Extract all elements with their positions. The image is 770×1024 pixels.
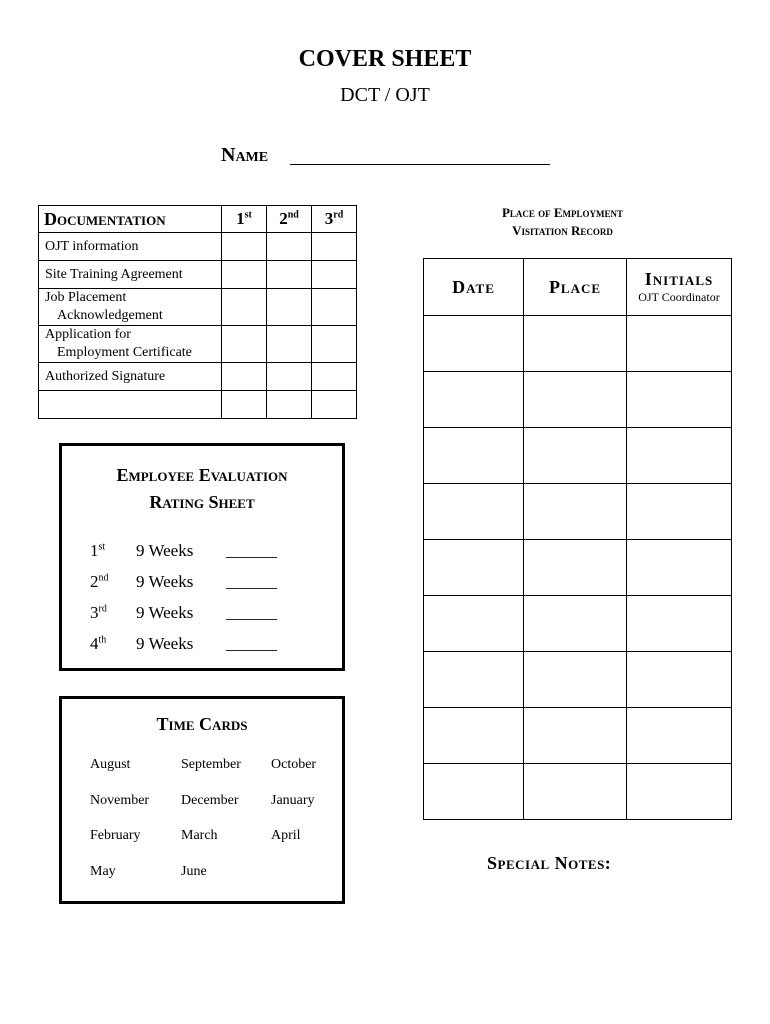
table-row [424, 652, 732, 708]
evaluation-row: 3rd 9 Weeks ______ [90, 603, 277, 622]
row-label: Job Placement Acknowledgement [39, 289, 222, 326]
table-row [39, 326, 357, 363]
column-header-place: Place [524, 259, 627, 316]
place-cell[interactable] [524, 372, 627, 428]
checkbox-cell[interactable] [312, 391, 357, 419]
page-title: COVER SHEET [298, 46, 472, 72]
month-label: August [90, 757, 131, 772]
table-row [39, 391, 357, 419]
time-cards-title: Time Cards [156, 714, 248, 734]
visitation-header-row [424, 259, 732, 316]
visitation-table [423, 258, 732, 820]
table-row [39, 363, 357, 391]
initials-cell[interactable] [627, 484, 732, 540]
month-label: March [181, 828, 218, 843]
date-cell[interactable] [424, 484, 524, 540]
row-label: Application for Employment Certificate [39, 326, 222, 363]
table-row [39, 289, 357, 326]
month-label: April [271, 828, 301, 843]
checkbox-cell[interactable] [222, 261, 267, 289]
place-cell[interactable] [524, 764, 627, 820]
place-cell[interactable] [524, 540, 627, 596]
documentation-header: Documentation [39, 206, 222, 233]
checkbox-cell[interactable] [222, 363, 267, 391]
column-header-2nd: 2nd [267, 206, 312, 233]
column-header-date: Date [424, 259, 524, 316]
date-cell[interactable] [424, 652, 524, 708]
table-row [424, 484, 732, 540]
month-label: February [90, 828, 141, 843]
table-row [424, 764, 732, 820]
initials-cell[interactable] [627, 708, 732, 764]
checkbox-cell[interactable] [267, 363, 312, 391]
name-label: Name [221, 144, 269, 166]
checkbox-cell[interactable] [312, 289, 357, 326]
blank-line[interactable]: ______ [226, 541, 277, 560]
blank-line[interactable]: ______ [226, 634, 277, 653]
visitation-title: Place of Employment Visitation Record [501, 205, 624, 238]
month-label: May [90, 864, 116, 879]
initials-cell[interactable] [627, 428, 732, 484]
checkbox-cell[interactable] [312, 233, 357, 261]
evaluation-title: Employee Evaluation Rating Sheet [116, 465, 288, 512]
place-cell[interactable] [524, 596, 627, 652]
date-cell[interactable] [424, 540, 524, 596]
table-row [39, 233, 357, 261]
checkbox-cell[interactable] [312, 261, 357, 289]
evaluation-row: 1st 9 Weeks ______ [90, 541, 277, 560]
date-cell[interactable] [424, 428, 524, 484]
page-subtitle: DCT / OJT [340, 84, 430, 106]
date-cell[interactable] [424, 596, 524, 652]
row-label: Authorized Signature [39, 363, 222, 391]
place-cell[interactable] [524, 316, 627, 372]
initials-cell[interactable] [627, 764, 732, 820]
row-label: OJT information [39, 233, 222, 261]
documentation-table [38, 205, 357, 419]
initials-cell[interactable] [627, 316, 732, 372]
table-row [424, 596, 732, 652]
checkbox-cell[interactable] [222, 289, 267, 326]
place-cell[interactable] [524, 484, 627, 540]
initials-cell[interactable] [627, 372, 732, 428]
column-header-3rd: 3rd [312, 206, 357, 233]
name-input-line[interactable] [290, 164, 550, 165]
checkbox-cell[interactable] [267, 326, 312, 363]
month-label: January [271, 793, 315, 808]
table-row [424, 540, 732, 596]
initials-cell[interactable] [627, 652, 732, 708]
column-header-initials: Initials OJT Coordinator [627, 259, 732, 316]
checkbox-cell[interactable] [312, 326, 357, 363]
table-row [424, 428, 732, 484]
checkbox-cell[interactable] [222, 233, 267, 261]
row-label[interactable] [39, 391, 222, 419]
initials-cell[interactable] [627, 596, 732, 652]
checkbox-cell[interactable] [267, 289, 312, 326]
initials-subtitle: OJT Coordinator [638, 290, 720, 304]
date-cell[interactable] [424, 764, 524, 820]
checkbox-cell[interactable] [312, 363, 357, 391]
blank-line[interactable]: ______ [226, 572, 277, 591]
date-cell[interactable] [424, 372, 524, 428]
column-header-1st: 1st [222, 206, 267, 233]
evaluation-row: 2nd 9 Weeks ______ [90, 572, 277, 591]
table-row [424, 708, 732, 764]
checkbox-cell[interactable] [222, 326, 267, 363]
initials-cell[interactable] [627, 540, 732, 596]
documentation-header-row [39, 206, 357, 233]
checkbox-cell[interactable] [267, 233, 312, 261]
table-row [424, 316, 732, 372]
table-row [39, 261, 357, 289]
checkbox-cell[interactable] [222, 391, 267, 419]
table-row [424, 372, 732, 428]
checkbox-cell[interactable] [267, 261, 312, 289]
place-cell[interactable] [524, 708, 627, 764]
row-label: Site Training Agreement [39, 261, 222, 289]
date-cell[interactable] [424, 316, 524, 372]
month-label: November [90, 793, 150, 808]
place-cell[interactable] [524, 428, 627, 484]
month-label: September [181, 757, 241, 772]
month-label: December [181, 793, 239, 808]
blank-line[interactable]: ______ [226, 603, 277, 622]
month-label: June [181, 864, 207, 879]
special-notes-label: Special Notes: [487, 853, 612, 873]
place-cell[interactable] [524, 652, 627, 708]
month-label: October [271, 757, 317, 772]
date-cell[interactable] [424, 708, 524, 764]
evaluation-row: 4th 9 Weeks ______ [90, 634, 277, 653]
checkbox-cell[interactable] [267, 391, 312, 419]
